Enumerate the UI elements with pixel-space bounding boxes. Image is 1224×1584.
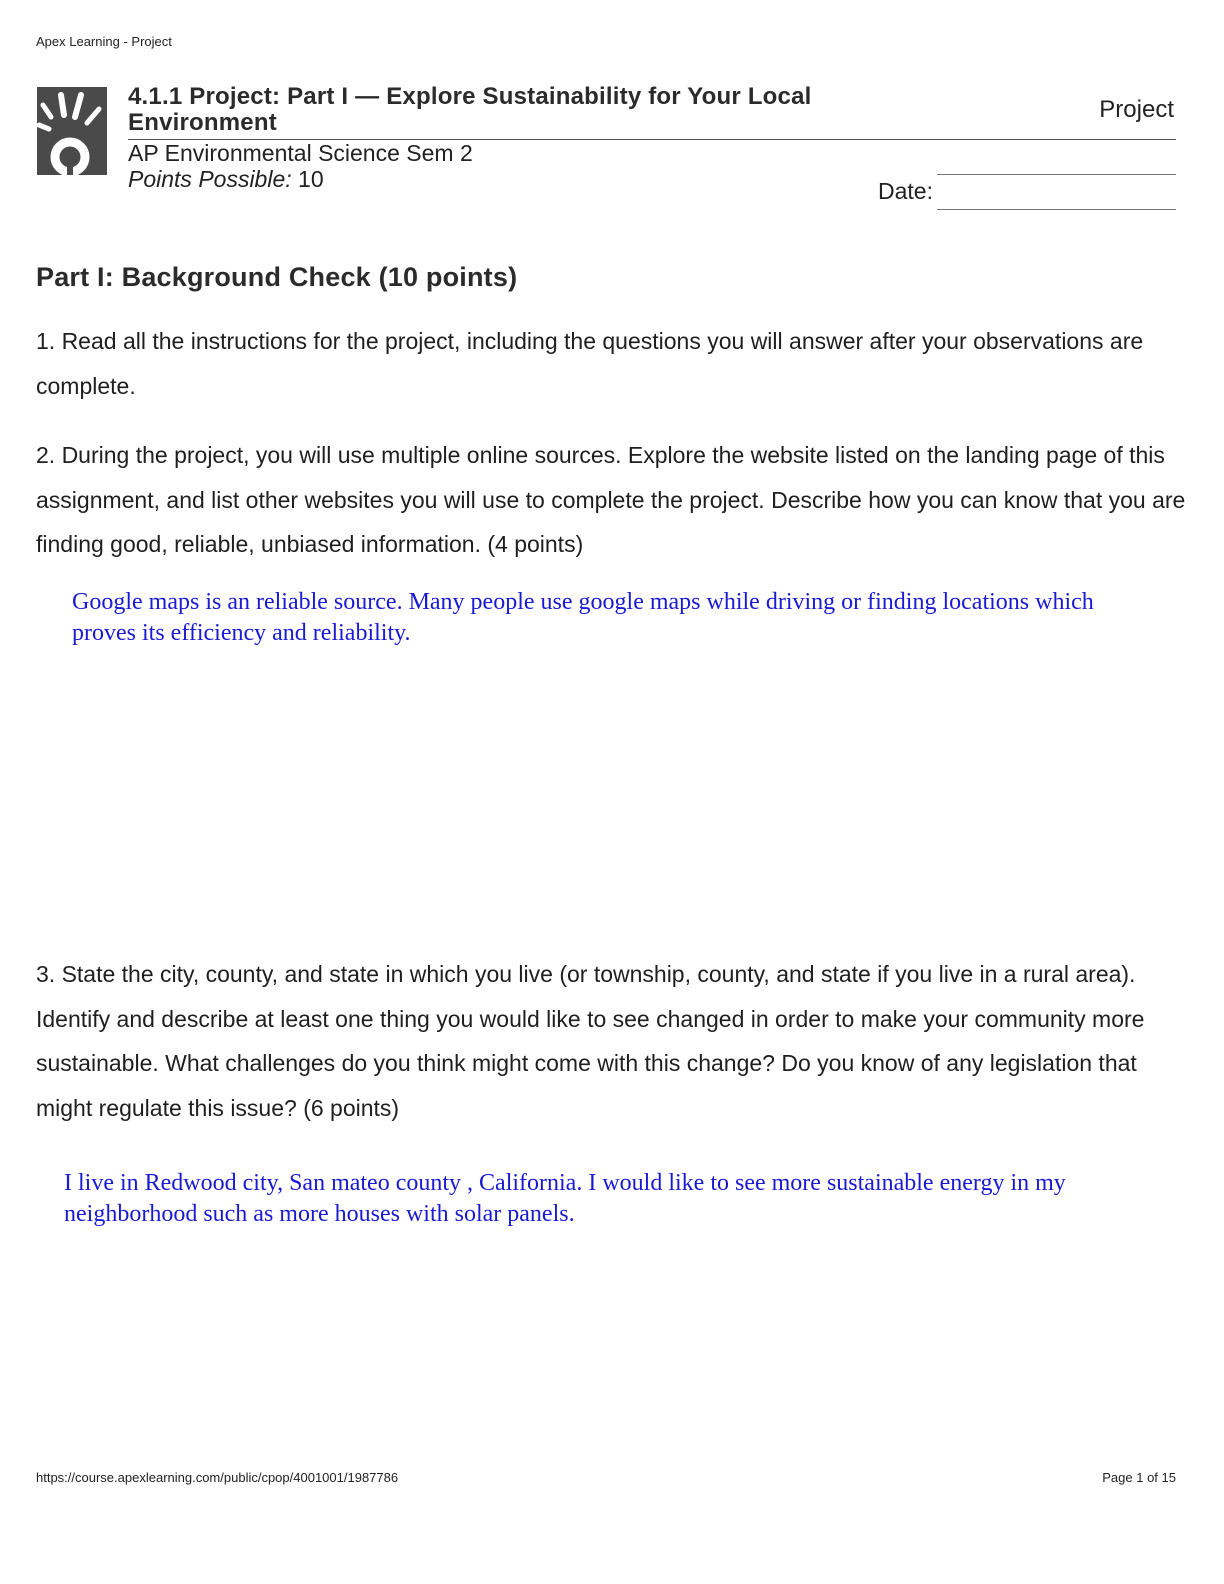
name-underline xyxy=(937,174,1176,175)
date-label: Date: xyxy=(878,178,933,204)
question-2: 2. During the project, you will use multiple online sources. Explore the website listed on the landing page of this assignment, and list other websites you will use to complete the project. Describe how you can know that you are finding good, reliable, unbiased information. (4 points) xyxy=(36,442,1186,557)
footer-url: https://course.apexlearning.com/public/cpop/4001001/1987786 xyxy=(36,1470,399,1485)
section-heading: Part I: Background Check (10 points) xyxy=(36,262,518,292)
question-1: 1. Read all the instructions for the project, including the questions you will answer after your observations are complete. xyxy=(36,328,1144,399)
page-number: Page 1 of 15 xyxy=(1102,1470,1176,1485)
points-label: Points Possible: xyxy=(128,166,292,192)
answer-2: Google maps is an reliable source. Many people use google maps while driving or finding locations which proves its efficiency and reliability. xyxy=(72,589,1094,646)
question-3: 3. State the city, county, and state in which you live (or township, county, and state if you live in a rural area). Identify and describe at least one thing you would like to see changed in order to make your community more sustainable. What challenges do you think might come with this change? Do you know of any legislation that might regulate this issue? (6 points) xyxy=(36,961,1145,1121)
answer-3: I live in Redwood city, San mateo county , California. I would like to see more sustainable energy in my neighborhood such as more houses with solar panels. xyxy=(64,1170,1066,1227)
document-type-label: Project xyxy=(1099,96,1174,123)
apex-logo-icon xyxy=(37,87,107,175)
course-name: AP Environmental Science Sem 2 xyxy=(128,140,473,166)
page-title: 4.1.1 Project: Part I — Explore Sustainability for Your Local Environment xyxy=(128,83,812,136)
browser-tab-title: Apex Learning - Project xyxy=(36,34,172,49)
date-underline xyxy=(937,209,1176,210)
points-possible xyxy=(128,166,324,193)
points-value: 10 xyxy=(298,166,324,192)
